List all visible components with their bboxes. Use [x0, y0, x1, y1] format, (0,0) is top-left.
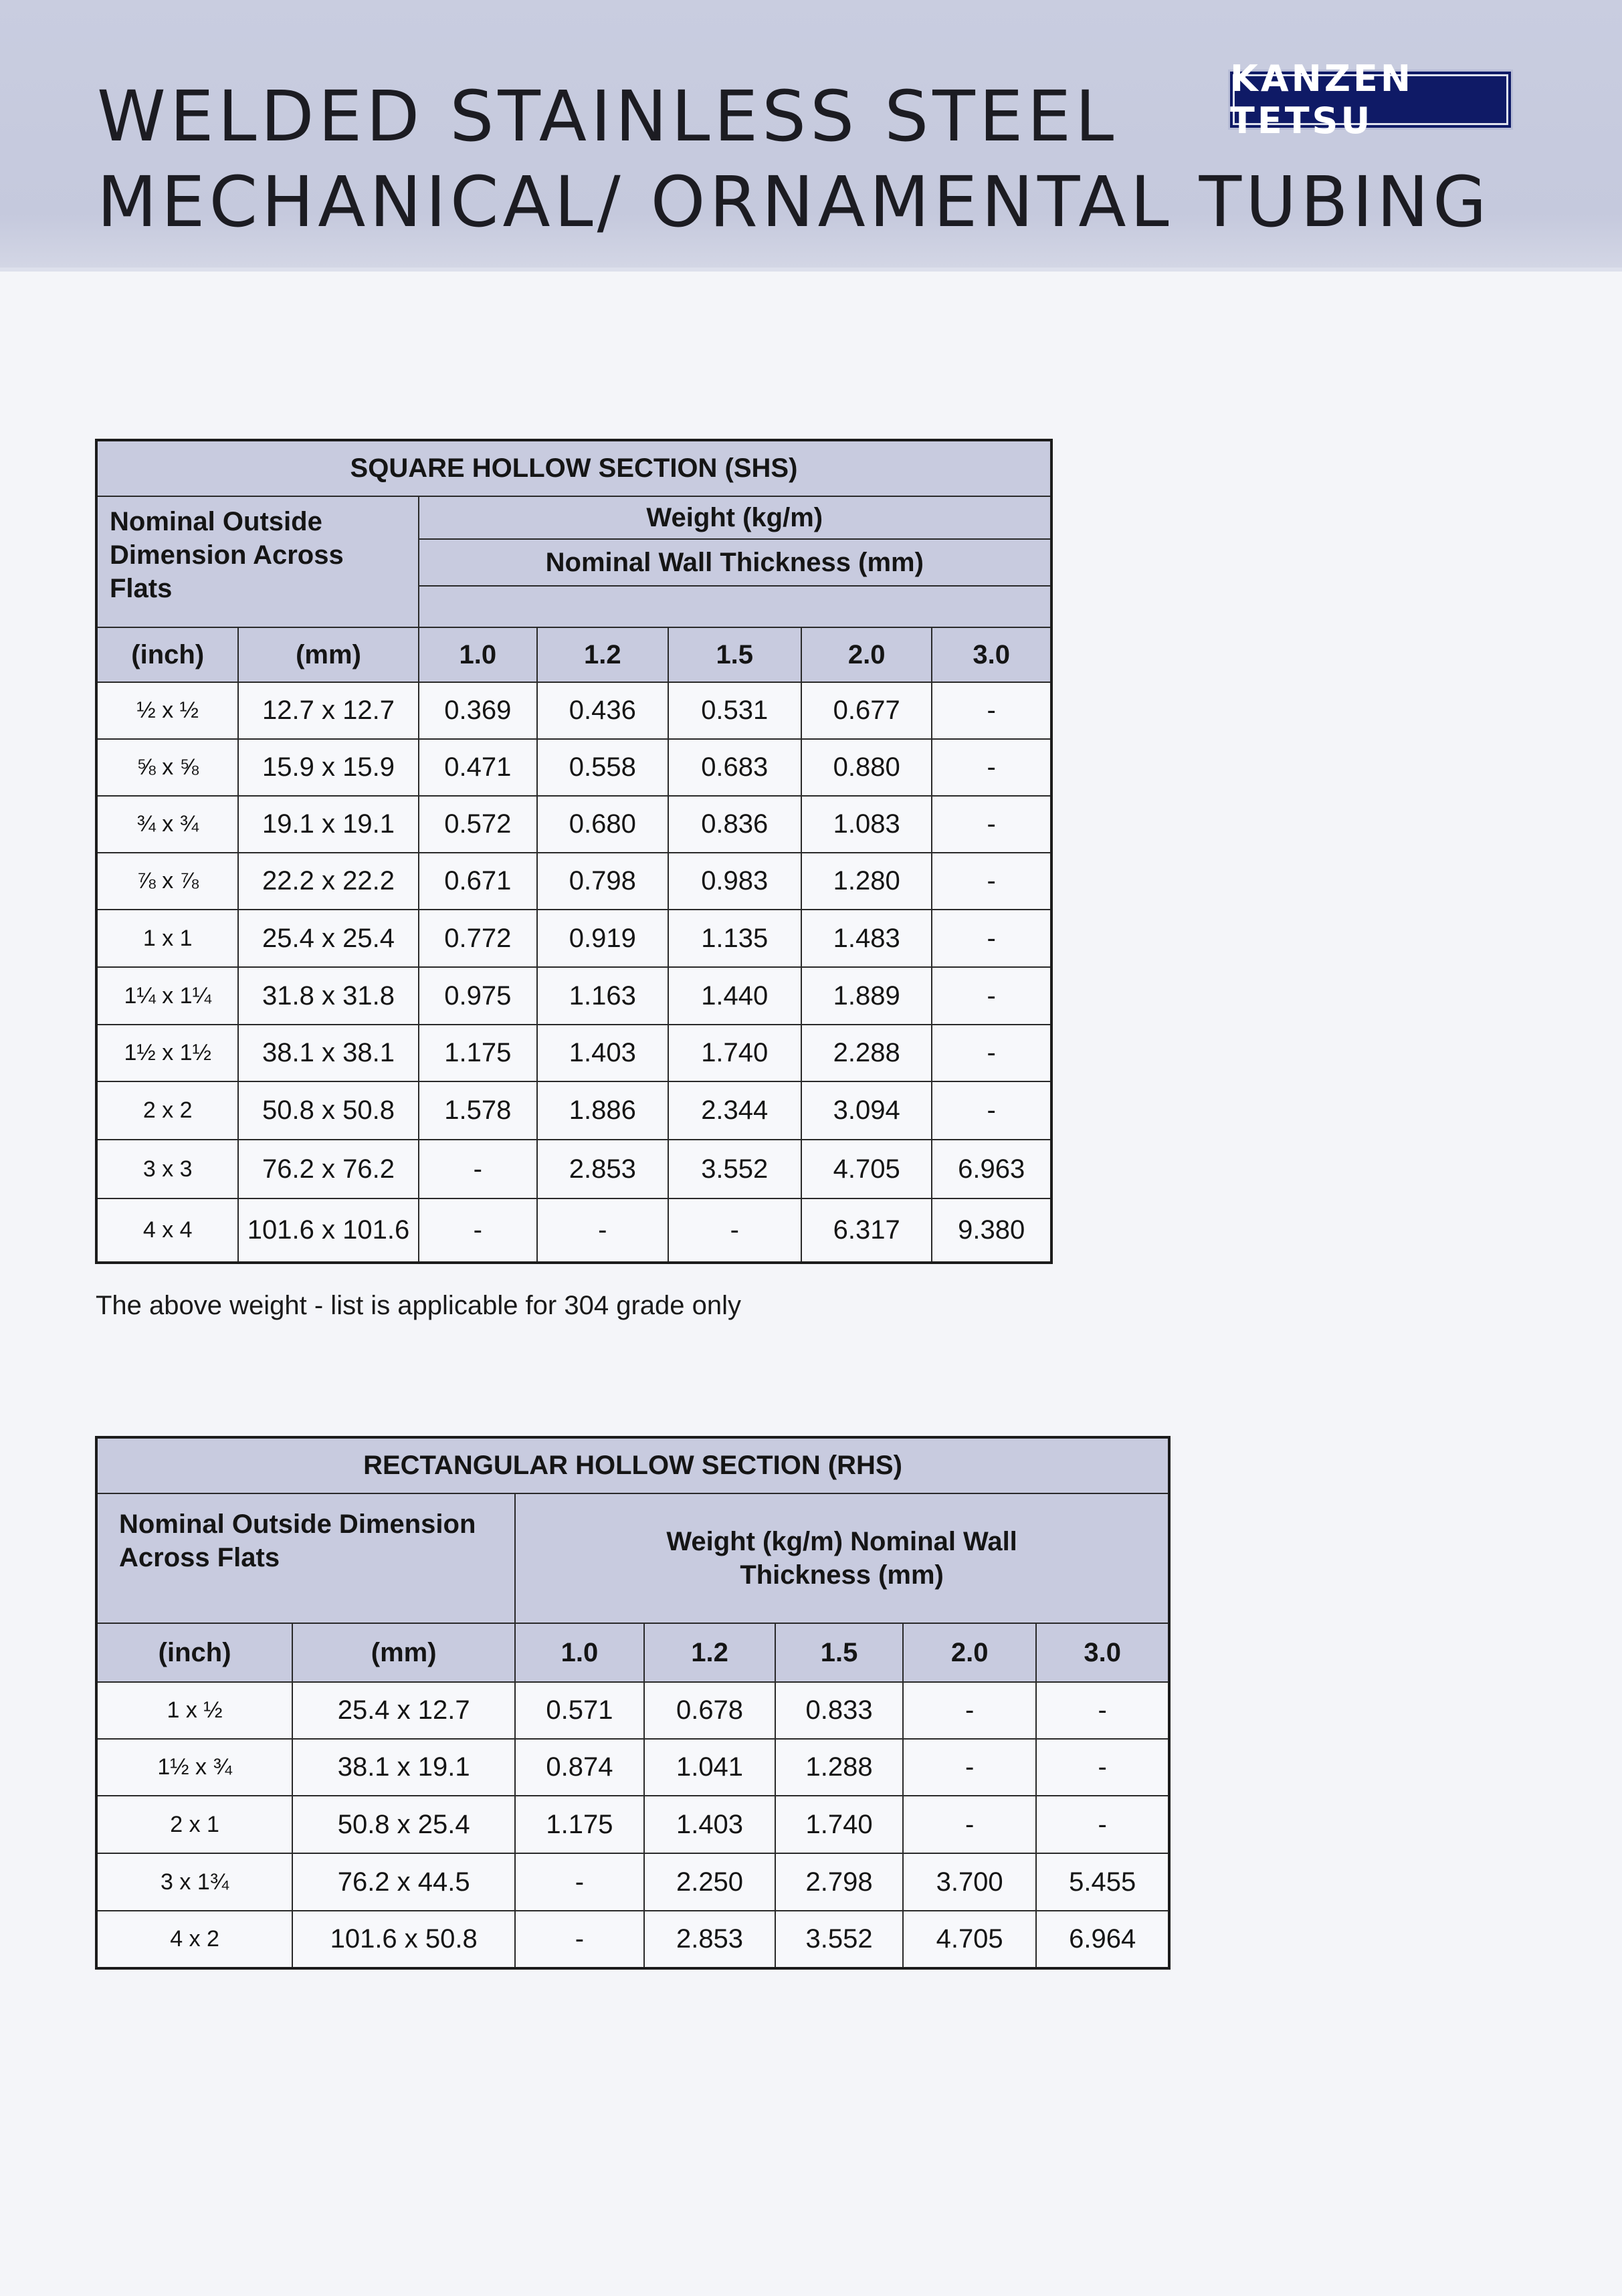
- shs-cell-mm: 101.6 x 101.6: [238, 1198, 418, 1263]
- rhs-cell-weight: 1.740: [775, 1796, 903, 1853]
- shs-cell-weight: -: [932, 682, 1051, 739]
- shs-cell-mm: 31.8 x 31.8: [238, 967, 418, 1025]
- shs-cell-weight: 0.680: [537, 796, 668, 853]
- rhs-cell-weight: 2.853: [644, 1911, 776, 1968]
- shs-cell-weight: 2.853: [537, 1140, 668, 1198]
- shs-cell-mm: 22.2 x 22.2: [238, 853, 418, 910]
- shs-cell-weight: 0.836: [668, 796, 801, 853]
- shs-cell-weight: 1.440: [668, 967, 801, 1025]
- rhs-col-mm: (mm): [292, 1623, 515, 1682]
- shs-cell-mm: 38.1 x 38.1: [238, 1025, 418, 1081]
- shs-cell-weight: 1.135: [668, 910, 801, 967]
- shs-cell-mm: 12.7 x 12.7: [238, 682, 418, 739]
- shs-col-thickness: 1.2: [537, 627, 668, 682]
- rhs-cell-weight: -: [515, 1853, 644, 1911]
- rhs-cell-weight: 2.798: [775, 1853, 903, 1911]
- kanzen-tetsu-logo: KANZEN TETSU: [1228, 70, 1513, 130]
- shs-cell-weight: 0.919: [537, 910, 668, 967]
- rhs-cell-weight: 0.571: [515, 1682, 644, 1739]
- shs-thickness-label: Nominal Wall Thickness (mm): [419, 539, 1051, 586]
- shs-cell-weight: 0.572: [419, 796, 538, 853]
- table-row: [96, 1140, 1051, 1198]
- table-row: [96, 739, 1051, 796]
- shs-cell-weight: -: [932, 967, 1051, 1025]
- shs-cell-weight: -: [932, 796, 1051, 853]
- shs-cell-inch: 2 x 2: [96, 1081, 238, 1140]
- shs-cell-weight: 1.483: [801, 910, 932, 967]
- rhs-cell-weight: -: [903, 1796, 1037, 1853]
- shs-cell-weight: 3.552: [668, 1140, 801, 1198]
- rhs-col-thickness: 2.0: [903, 1623, 1037, 1682]
- rhs-cell-inch: 3 x 1¾: [96, 1853, 292, 1911]
- shs-cell-weight: 0.983: [668, 853, 801, 910]
- rhs-cell-weight: 2.250: [644, 1853, 776, 1911]
- shs-cell-weight: 6.963: [932, 1140, 1051, 1198]
- rhs-cell-weight: -: [1036, 1796, 1169, 1853]
- shs-cell-weight: 0.880: [801, 739, 932, 796]
- rhs-cell-weight: -: [1036, 1739, 1169, 1796]
- rhs-dimension-label: Nominal Outside Dimension Across Flats: [96, 1493, 515, 1623]
- shs-cell-inch: 1¼ x 1¼: [96, 967, 238, 1025]
- rhs-cell-inch: 1½ x ¾: [96, 1739, 292, 1796]
- rhs-cell-weight: 6.964: [1036, 1911, 1169, 1968]
- shs-cell-weight: -: [932, 1081, 1051, 1140]
- table-row: [96, 682, 1051, 739]
- rhs-cell-weight: 3.552: [775, 1911, 903, 1968]
- shs-cell-weight: 0.558: [537, 739, 668, 796]
- table-row: [96, 853, 1051, 910]
- table-row: [96, 910, 1051, 967]
- shs-cell-mm: 76.2 x 76.2: [238, 1140, 418, 1198]
- shs-cell-weight: -: [932, 910, 1051, 967]
- shs-cell-weight: 2.344: [668, 1081, 801, 1140]
- rhs-table: [95, 1436, 1171, 1970]
- shs-cell-weight: 1.889: [801, 967, 932, 1025]
- table-row: [96, 1911, 1169, 1968]
- rhs-cell-weight: -: [903, 1682, 1037, 1739]
- table-row: [96, 967, 1051, 1025]
- shs-cell-weight: 1.886: [537, 1081, 668, 1140]
- shs-cell-weight: -: [668, 1198, 801, 1263]
- rhs-cell-weight: 1.175: [515, 1796, 644, 1853]
- shs-cell-weight: -: [932, 739, 1051, 796]
- shs-cell-weight: -: [419, 1198, 538, 1263]
- rhs-col-thickness: 3.0: [1036, 1623, 1169, 1682]
- shs-cell-weight: 0.471: [419, 739, 538, 796]
- shs-cell-weight: -: [932, 1025, 1051, 1081]
- rhs-cell-weight: 4.705: [903, 1911, 1037, 1968]
- table-row: [96, 1682, 1169, 1739]
- rhs-cell-weight: 0.678: [644, 1682, 776, 1739]
- rhs-cell-weight: 0.833: [775, 1682, 903, 1739]
- rhs-cell-weight: 3.700: [903, 1853, 1037, 1911]
- title-line-2: MECHANICAL/ ORNAMENTAL TUBING: [97, 161, 1491, 243]
- shs-cell-weight: 1.083: [801, 796, 932, 853]
- shs-cell-weight: 0.531: [668, 682, 801, 739]
- rhs-title: RECTANGULAR HOLLOW SECTION (RHS): [96, 1437, 1169, 1493]
- rhs-cell-weight: 1.041: [644, 1739, 776, 1796]
- shs-cell-weight: 6.317: [801, 1198, 932, 1263]
- shs-cell-weight: 0.436: [537, 682, 668, 739]
- shs-cell-inch: 1 x 1: [96, 910, 238, 967]
- rhs-cell-weight: -: [515, 1911, 644, 1968]
- shs-cell-weight: 0.798: [537, 853, 668, 910]
- shs-cell-mm: 19.1 x 19.1: [238, 796, 418, 853]
- shs-cell-weight: -: [537, 1198, 668, 1263]
- table-row: [96, 1853, 1169, 1911]
- rhs-col-thickness: 1.2: [644, 1623, 776, 1682]
- shs-cell-inch: ⅝ x ⅝: [96, 739, 238, 796]
- shs-cell-weight: 1.578: [419, 1081, 538, 1140]
- rhs-cell-weight: 5.455: [1036, 1853, 1169, 1911]
- shs-cell-weight: 1.403: [537, 1025, 668, 1081]
- rhs-cell-weight: 1.288: [775, 1739, 903, 1796]
- rhs-cell-inch: 2 x 1: [96, 1796, 292, 1853]
- page-header: [0, 0, 1622, 272]
- shs-col-thickness: 3.0: [932, 627, 1051, 682]
- table-row: [96, 1198, 1051, 1263]
- shs-cell-mm: 25.4 x 25.4: [238, 910, 418, 967]
- rhs-cell-weight: 1.403: [644, 1796, 776, 1853]
- rhs-cell-mm: 25.4 x 12.7: [292, 1682, 515, 1739]
- shs-cell-inch: 3 x 3: [96, 1140, 238, 1198]
- shs-cell-weight: 0.975: [419, 967, 538, 1025]
- shs-cell-inch: 4 x 4: [96, 1198, 238, 1263]
- shs-cell-weight: 0.683: [668, 739, 801, 796]
- shs-cell-weight: 1.175: [419, 1025, 538, 1081]
- rhs-cell-weight: -: [903, 1739, 1037, 1796]
- shs-col-thickness: 1.0: [419, 627, 538, 682]
- rhs-cell-mm: 76.2 x 44.5: [292, 1853, 515, 1911]
- shs-cell-weight: 0.671: [419, 853, 538, 910]
- shs-header-spacer: [419, 586, 1051, 627]
- grade-note: The above weight - list is applicable for 304 grade only: [96, 1291, 741, 1320]
- shs-table: [95, 439, 1053, 1264]
- rhs-cell-weight: -: [1036, 1682, 1169, 1739]
- shs-cell-weight: 1.163: [537, 967, 668, 1025]
- shs-col-inch: (inch): [96, 627, 238, 682]
- rhs-cell-weight: 0.874: [515, 1739, 644, 1796]
- shs-cell-weight: 4.705: [801, 1140, 932, 1198]
- rhs-col-thickness: 1.5: [775, 1623, 903, 1682]
- title-line-1: WELDED STAINLESS STEEL: [97, 76, 1118, 157]
- rhs-cell-mm: 50.8 x 25.4: [292, 1796, 515, 1853]
- shs-cell-weight: -: [932, 853, 1051, 910]
- shs-col-thickness: 1.5: [668, 627, 801, 682]
- shs-col-thickness: 2.0: [801, 627, 932, 682]
- shs-cell-weight: -: [419, 1140, 538, 1198]
- shs-col-mm: (mm): [238, 627, 418, 682]
- shs-cell-weight: 1.740: [668, 1025, 801, 1081]
- table-row: [96, 1025, 1051, 1081]
- rhs-cell-mm: 101.6 x 50.8: [292, 1911, 515, 1968]
- shs-cell-weight: 0.772: [419, 910, 538, 967]
- shs-cell-weight: 1.280: [801, 853, 932, 910]
- shs-cell-weight: 0.677: [801, 682, 932, 739]
- shs-cell-weight: 0.369: [419, 682, 538, 739]
- shs-cell-inch: ¾ x ¾: [96, 796, 238, 853]
- shs-cell-weight: 3.094: [801, 1081, 932, 1140]
- shs-cell-inch: 1½ x 1½: [96, 1025, 238, 1081]
- rhs-cell-mm: 38.1 x 19.1: [292, 1739, 515, 1796]
- shs-cell-mm: 50.8 x 50.8: [238, 1081, 418, 1140]
- shs-cell-weight: 2.288: [801, 1025, 932, 1081]
- table-row: [96, 1081, 1051, 1140]
- shs-cell-weight: 9.380: [932, 1198, 1051, 1263]
- table-row: [96, 1796, 1169, 1853]
- rhs-col-thickness: 1.0: [515, 1623, 644, 1682]
- shs-cell-inch: ½ x ½: [96, 682, 238, 739]
- rhs-weight-label: Weight (kg/m) Nominal Wall Thickness (mm): [515, 1493, 1169, 1623]
- shs-cell-inch: ⅞ x ⅞: [96, 853, 238, 910]
- rhs-cell-inch: 4 x 2: [96, 1911, 292, 1968]
- table-row: [96, 796, 1051, 853]
- rhs-cell-inch: 1 x ½: [96, 1682, 292, 1739]
- shs-title: SQUARE HOLLOW SECTION (SHS): [96, 440, 1051, 496]
- table-row: [96, 1739, 1169, 1796]
- shs-weight-label: Weight (kg/m): [419, 496, 1051, 539]
- rhs-col-inch: (inch): [96, 1623, 292, 1682]
- shs-dimension-label: Nominal Outside Dimension Across Flats: [96, 496, 419, 627]
- shs-cell-mm: 15.9 x 15.9: [238, 739, 418, 796]
